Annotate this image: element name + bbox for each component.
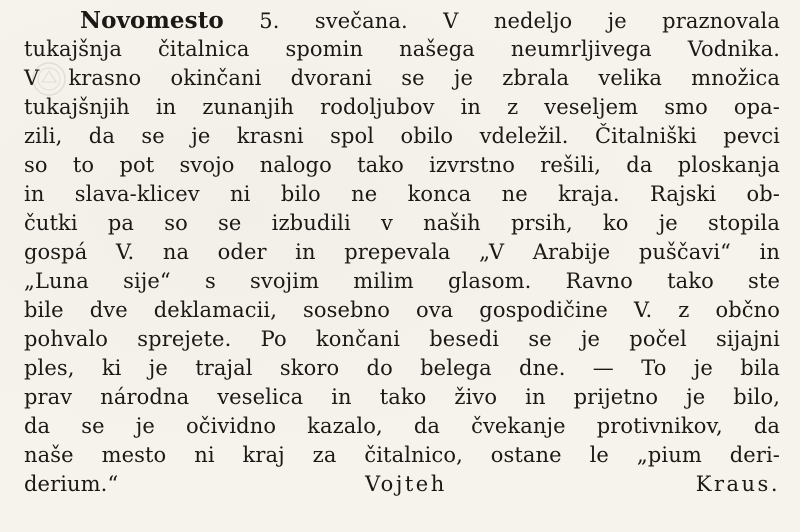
article-line-15: da se je očividno kazalo, da čvekanje protivnikov, da (24, 414, 780, 438)
article-line-3: V krasno okinčani dvorani se je zbrala velika množica (24, 66, 780, 90)
article-line-9: gospá V. na oder in prepevala „V Arabije puščavi“ in (24, 240, 780, 264)
article-line-17 (24, 470, 780, 499)
article-line-11: bile dve deklamacii, sosebno ova gospodičine V. z občno (24, 298, 780, 322)
article-line-16: naše mesto ni kraj za čitalnico, ostane le „pium deri- (24, 443, 780, 467)
article-signature: Vojteh Kraus. (364, 472, 780, 496)
article-line-4: tukajšnjih in zunanjih rodoljubov in z veseljem smo opa- (24, 95, 780, 119)
article-line-2: tukajšnja čitalnica spomin našega neumrljivega Vodnika. (24, 37, 780, 61)
article-heading: Novomesto (80, 7, 224, 34)
news-article (24, 6, 780, 499)
article-line-12: pohvalo sprejete. Po končani besedi se je počel sijajni (24, 327, 780, 351)
article-line-8: čutki pa so se izbudili v naših prsih, ko je stopila (24, 211, 780, 235)
article-closing: derium.“ (24, 472, 119, 496)
article-line-5: zili, da se je krasni spol obilo vdeležil. Čitalniški pevci (24, 124, 780, 148)
article-line-6: so to pot svojo nalogo tako izvrstno rešili, da ploskanja (24, 153, 780, 177)
article-line-10: „Luna sije“ s svojim milim glasom. Ravno tako ste (24, 269, 780, 293)
article-line-7: in slava-klicev ni bilo ne konca ne kraja. Rajski ob- (24, 182, 780, 206)
article-line-text: 5. svečana. V nedeljo je praznovala (259, 9, 780, 33)
article-line-13: ples, ki je trajal skoro do belega dne. — To je bila (24, 356, 780, 380)
article-line-14: prav národna veselica in tako živo in prijetno je bilo, (24, 385, 780, 409)
article-line-1 (24, 6, 780, 35)
